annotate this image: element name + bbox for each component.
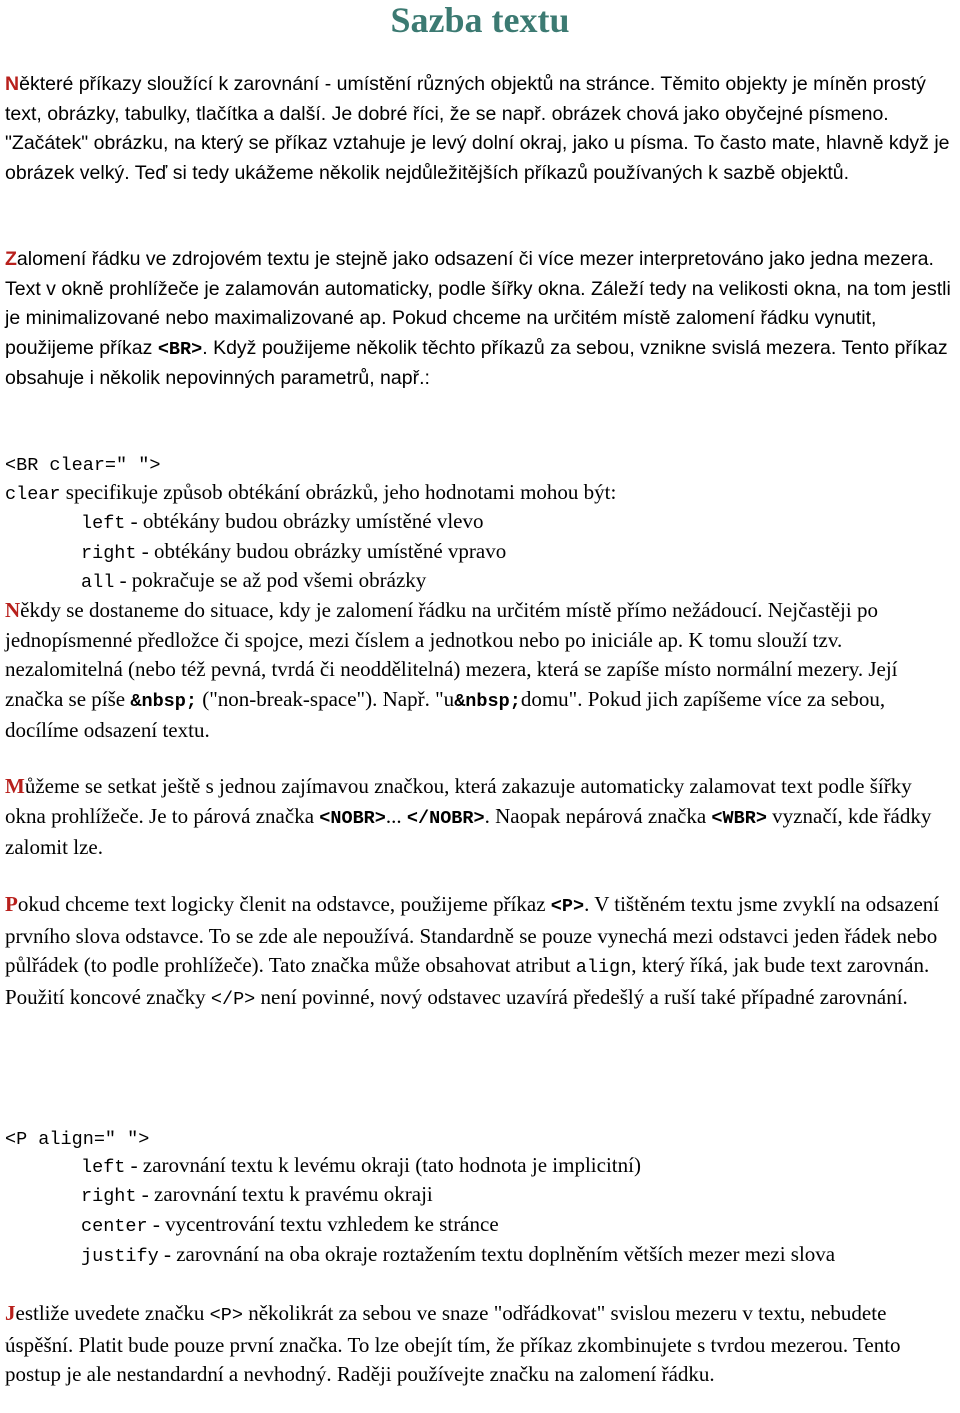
drop-initial: N	[5, 598, 21, 622]
list-item	[81, 1240, 941, 1272]
p-syntax-line	[5, 1123, 149, 1155]
list-item	[81, 537, 506, 569]
drop-initial: M	[5, 774, 25, 798]
paragraph-text: . V tištěném textu jsme zvyklí na odsazení prvního slova odstavce. To se zde ale nepoužívá. Standardně se pouze vynechá mezi odstavci jeden řádek nebo půlřádek (to podle prohlížeče). Tato značka může obsahovat atribut	[5, 892, 940, 977]
list-item	[81, 1151, 641, 1183]
inline-code: all	[81, 572, 115, 593]
list-item	[81, 1180, 433, 1212]
inline-code: &nbsp;	[130, 690, 197, 712]
paragraph-text: ěkteré příkazy sloužící k zarovnání - umístění různých objektů na stránce. Těmito objekty je míněn prostý text, obrázky, tabulky, tlačítka a další. Je dobré říci, že se např. obrázek chová jako obyčejné písmeno. "Začátek" obrázku, na který se příkaz vztahuje je levý dolní okraj, jako u písma. To často mate, hlavně když je obrázek velký. Teď si tedy ukážeme několik nejdůležitějších příkazů používaných k sazbě objektů.	[5, 73, 950, 184]
drop-initial: J	[5, 1301, 16, 1325]
inline-code: </P>	[210, 988, 256, 1010]
code-syntax: <BR clear=" ">	[5, 455, 161, 476]
inline-code: clear	[5, 484, 61, 505]
line-text: specifikuje způsob obtékání obrázků, jeho hodnotami mohou být:	[60, 480, 617, 504]
inline-code: justify	[81, 1246, 159, 1267]
inline-code: right	[81, 1186, 137, 1207]
list-item-text: - obtékány budou obrázky umístěné vlevo	[125, 509, 484, 533]
list-item-text: - zarovnání textu k pravému okraji	[136, 1182, 433, 1206]
paragraph-text: ůžeme se setkat ještě s jednou zajímavou značkou, která zakazuje automaticky zalamovat text podle šířky okna prohlížeče. Je to párová značka	[5, 774, 912, 828]
paragraph-text: několikrát za sebou ve snaze "odřádkovat" svislou mezeru v textu, nebudete úspěšní. Platit bude pouze první značka. To lze obejít tím, že příkaz zkombinujete s tvrdou mezerou. Tento postup je ale nestandardní a nevhodný. Raději používejte značku na zalomení řádku.	[5, 1301, 901, 1386]
code-syntax: <P align=" ">	[5, 1129, 150, 1150]
paragraph-text: . Naopak nepárová značka	[484, 803, 712, 828]
list-item	[81, 566, 426, 598]
paragraph-text: ěkdy se dostaneme do situace, kdy je zalomení řádku na určitém místě přímo nežádoucí. Nejčastěji po jednopísmenné předložce či spojce, mezi číslem a jednotkou nebo po iniciále ap. K tomu slouží tzv. nezalomitelná (nebo též pevná, tvrdá či neoddělitelná) mezera, která se zapíše místo normální mezery. Její značka se píše	[5, 598, 898, 711]
inline-code: <BR>	[157, 338, 203, 360]
inline-code: right	[81, 543, 137, 564]
inline-code: center	[81, 1216, 148, 1237]
nbsp-paragraph	[5, 596, 955, 746]
paragraph-text: ("non-break-space"). Např. "u	[196, 686, 455, 711]
inline-code: <WBR>	[711, 807, 767, 829]
inline-code: left	[81, 513, 126, 534]
paragraph-text: není povinné, nový odstavec uzavírá předešlý a ruší také případné zarovnání.	[255, 984, 908, 1009]
br-syntax-line	[5, 449, 160, 481]
paragraph-text: domu". Pokud jich zapíšeme více za sebou, docílíme odsazení textu.	[5, 686, 886, 742]
nobr-paragraph	[5, 772, 955, 863]
inline-code: align	[575, 957, 632, 978]
intro-paragraph	[5, 70, 955, 188]
drop-initial: N	[5, 73, 20, 95]
drop-initial: Z	[5, 248, 17, 270]
paragraph-text: estliže uvedete značku	[15, 1301, 210, 1325]
inline-code: <P>	[209, 1305, 243, 1326]
inline-code: </NOBR>	[406, 807, 485, 829]
list-item	[81, 507, 484, 539]
paragraph-text: . Když použijeme několik těchto příkazů za sebou, vznikne svislá mezera. Tento příkaz obsahuje i několik nepovinných parametrů, např.:	[5, 336, 948, 389]
list-item-text: - obtékány budou obrázky umístěné vpravo	[136, 539, 507, 563]
list-item-text: - vycentrování textu vzhledem ke stránce	[147, 1212, 499, 1236]
inline-code: <NOBR>	[319, 807, 386, 829]
list-item	[81, 1210, 499, 1242]
line-break-paragraph	[5, 245, 955, 394]
paragraph-text: okud chceme text logicky členit na odstavce, použijeme příkaz	[17, 892, 551, 916]
paragraph-text: vyznačí, kde řádky zalomit lze.	[5, 803, 932, 859]
inline-code: <P>	[550, 896, 585, 917]
drop-initial: P	[5, 892, 18, 916]
inline-code: left	[81, 1157, 126, 1178]
list-item-text: - pokračuje se až pod všemi obrázky	[114, 568, 427, 592]
page-title: Sazba textu	[390, 0, 570, 40]
list-item-text: - zarovnání textu k levému okraji (tato hodnota je implicitní)	[125, 1153, 641, 1177]
paragraph-text: alomení řádku ve zdrojovém textu je stejně jako odsazení či více mezer interpretováno jako jedna mezera. Text v okně prohlížeče je zalamován automaticky, podle šířky okna. Záleží tedy na velikosti okna, na tom jestli je minimalizované nebo maximalizované ap. Pokud chceme na určitém místě zalomení řádku vynutit, použijeme příkaz	[5, 248, 951, 359]
paragraph-tag-paragraph	[5, 890, 955, 1014]
repeated-p-paragraph	[5, 1299, 955, 1390]
list-item-text: - zarovnání na oba okraje roztažením textu doplněním větších mezer mezi slova	[158, 1242, 836, 1266]
inline-code: &nbsp;	[454, 690, 521, 712]
paragraph-text: , který říká, jak bude text zarovnán. Použití koncové značky	[5, 953, 930, 1009]
paragraph-text: ...	[385, 803, 407, 828]
clear-attribute-line	[5, 478, 616, 510]
